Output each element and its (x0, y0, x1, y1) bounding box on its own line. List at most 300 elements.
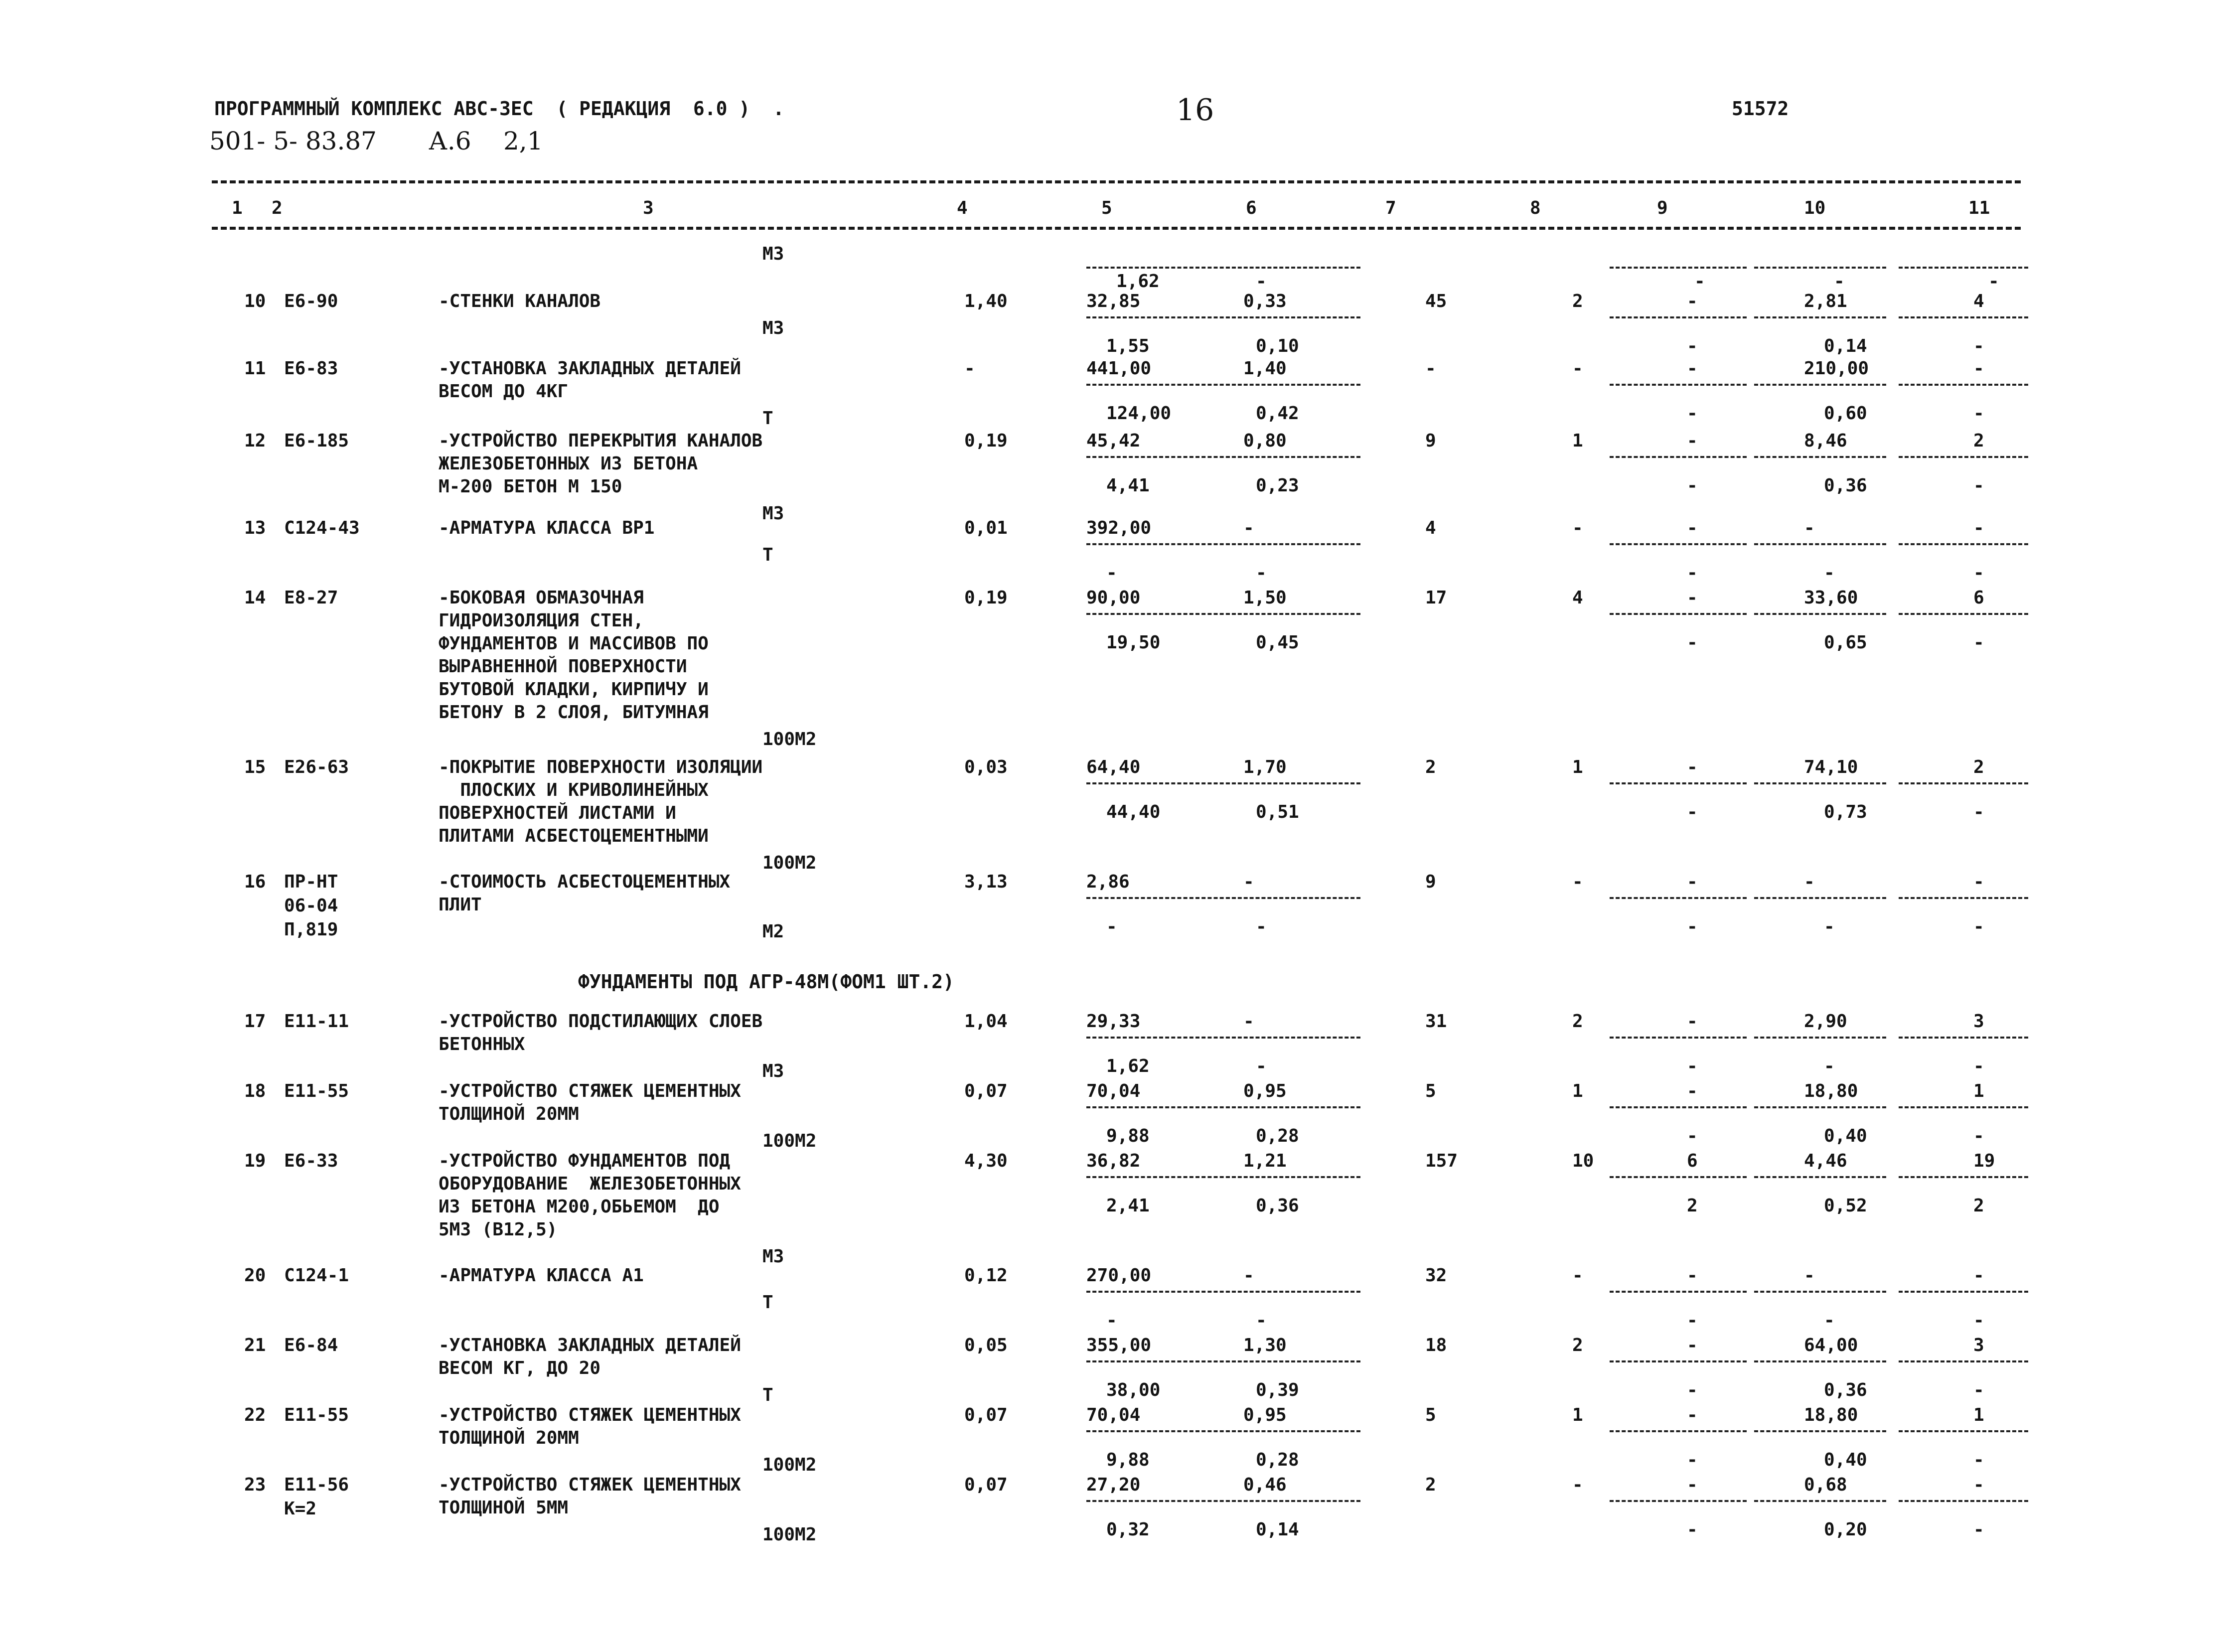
unit-price-sub: 2,41 (1106, 1196, 1150, 1216)
work-name-line: ВЕСОМ ДО 4КГ (439, 381, 569, 402)
unit-price-wages-sub: - (1256, 563, 1267, 583)
cost-col-11: 4 (1973, 291, 1984, 311)
cost-col-9-sub: - (1687, 1310, 1698, 1331)
total-cost: 9 (1425, 872, 1436, 892)
unit-price-wages-sub: 0,14 (1256, 1519, 1299, 1540)
unit-price-wages: 1,70 (1243, 757, 1287, 777)
total-cost: 32 (1425, 1265, 1447, 1286)
column-header-8: 8 (1530, 198, 1541, 218)
quantity: 0,12 (964, 1265, 1008, 1286)
unit-price-sub: - (1106, 916, 1117, 937)
norm-code-line3: П,819 (284, 919, 338, 940)
unit-price-wages-sub: 0,36 (1256, 1196, 1299, 1216)
cost-col-11: - (1973, 872, 1984, 892)
cell-rule (1086, 613, 1236, 615)
unit-price-wages-sub: 0,45 (1256, 632, 1299, 653)
cell-rule (1899, 1037, 2028, 1039)
cost-col-9: - (1687, 431, 1698, 451)
cell-rule (1610, 613, 1747, 615)
column-header-6: 6 (1246, 198, 1257, 218)
cost-col-10: 18,80 (1804, 1405, 1858, 1425)
cell-rule (1086, 267, 1236, 269)
norm-code-line2: 06-04 (284, 896, 338, 916)
work-name-line: -УСТРОЙСТВО СТЯЖЕК ЦЕМЕНТНЫХ (439, 1081, 741, 1101)
work-name-line: ТОЛЩИНОЙ 20ММ (439, 1428, 579, 1448)
work-name-line: -СТОИМОСТЬ АСБЕСТОЦЕМЕНТНЫХ (439, 872, 731, 892)
total-cost: 157 (1425, 1151, 1458, 1171)
unit-price-sub: 9,88 (1106, 1450, 1150, 1470)
cost-col-10: - (1804, 518, 1815, 538)
unit-price-wages-sub: - (1256, 916, 1267, 937)
cost-col-9: - (1687, 291, 1698, 311)
row-number: 10 (244, 291, 266, 311)
cost-col-10-sub: 0,20 (1824, 1519, 1867, 1540)
cost-col-11-sub: - (1973, 336, 1984, 356)
total-cost: 5 (1425, 1405, 1436, 1425)
cost-col-11-sub: - (1973, 1126, 1984, 1146)
total-wages: - (1572, 1475, 1583, 1495)
cost-col-11-sub: - (1973, 563, 1984, 583)
cost-col-11: 1 (1973, 1081, 1984, 1101)
unit-price-wages: 0,33 (1243, 291, 1287, 311)
cell-rule (1086, 384, 1236, 386)
cost-col-10-sub: 0,65 (1824, 632, 1867, 653)
cost-col-10: - (1804, 872, 1815, 892)
cost-col-9-sub: 2 (1687, 1196, 1698, 1216)
unit-of-measure: 100М2 (762, 729, 817, 750)
row-number: 20 (244, 1265, 266, 1286)
unit-price-wages-sub: 0,42 (1256, 403, 1299, 424)
cost-col-11-sub: - (1973, 632, 1984, 653)
column-header-7: 7 (1385, 198, 1396, 218)
cell-rule (1754, 316, 1886, 318)
unit-price-sub: 1,55 (1106, 336, 1150, 356)
cost-col-11: - (1973, 1475, 1984, 1495)
unit-price: 29,33 (1086, 1011, 1141, 1032)
cell-rule (1899, 1106, 2028, 1108)
unit-price-sub: 38,00 (1106, 1380, 1161, 1400)
unit-price-sub: 4,41 (1106, 475, 1150, 496)
cost-col-10: 18,80 (1804, 1081, 1858, 1101)
quantity: 1,04 (964, 1011, 1008, 1032)
unit-of-measure: М3 (762, 1246, 784, 1267)
unit-of-measure: Т (762, 1292, 773, 1313)
cost-col-11: - (1973, 358, 1984, 379)
work-name-line: -ПОКРЫТИЕ ПОВЕРХНОСТИ ИЗОЛЯЦИИ (439, 757, 763, 777)
cell-rule (1899, 897, 2028, 899)
cost-col-11-sub: - (1973, 1310, 1984, 1331)
cell-rule (1899, 384, 2028, 386)
cost-col-9-sub: - (1687, 632, 1698, 653)
cell-rule (1086, 456, 1236, 458)
cost-col-10-sub: 0,73 (1824, 802, 1867, 822)
cell-rule (1086, 1291, 1236, 1293)
work-name-line: -УСТРОЙСТВО СТЯЖЕК ЦЕМЕНТНЫХ (439, 1405, 741, 1425)
total-cost: - (1425, 358, 1436, 379)
cost-col-11: 2 (1973, 431, 1984, 451)
row-number: 22 (244, 1405, 266, 1425)
total-wages: - (1572, 1265, 1583, 1286)
unit-of-measure: М3 (762, 318, 784, 338)
quantity: 0,05 (964, 1335, 1008, 1355)
norm-code: Е8-27 (284, 588, 338, 608)
total-wages: 2 (1572, 291, 1583, 311)
quantity: 0,03 (964, 757, 1008, 777)
quantity: 0,19 (964, 588, 1008, 608)
work-name-line: -АРМАТУРА КЛАССА ВР1 (439, 518, 655, 538)
program-header: ПРОГРАММНЫЙ КОМПЛЕКС АВС-3ЕС ( РЕДАКЦИЯ 6.0 ) . (214, 98, 784, 120)
cost-col-9: - (1687, 1081, 1698, 1101)
cost-col-10: 8,46 (1804, 431, 1847, 451)
cell-rule (1610, 384, 1747, 386)
row-number: 11 (244, 358, 266, 379)
unit-of-measure: 100М2 (762, 853, 817, 873)
norm-code: Е6-84 (284, 1335, 338, 1355)
unit-price-sub: - (1106, 1310, 1117, 1331)
cell-rule (1754, 897, 1886, 899)
work-name-line: -УСТРОЙСТВО ПЕРЕКРЫТИЯ КАНАЛОВ (439, 431, 763, 451)
work-name-line: ПОВЕРХНОСТЕЙ ЛИСТАМИ И (439, 803, 676, 823)
cost-col-10: 74,10 (1804, 757, 1858, 777)
work-name-line: -УСТРОЙСТВО ПОДСТИЛАЮЩИХ СЛОЕВ (439, 1011, 763, 1032)
unit-of-measure: М2 (762, 921, 784, 942)
work-name-line: ПЛОСКИХ И КРИВОЛИНЕЙНЫХ (439, 780, 709, 800)
row-number: 15 (244, 757, 266, 777)
cost-col-9-sub: - (1687, 336, 1698, 356)
cell-rule (1754, 613, 1886, 615)
unit-price-sub: 19,50 (1106, 632, 1161, 653)
cell-rule (1086, 897, 1236, 899)
unit-of-measure: Т (762, 545, 773, 565)
quantity: 0,07 (964, 1475, 1008, 1495)
cell-rule (1754, 1500, 1886, 1502)
cell-rule (1754, 1291, 1886, 1293)
cell-rule (1754, 1176, 1886, 1178)
cell-rule (1226, 1037, 1360, 1039)
quantity: 3,13 (964, 872, 1008, 892)
work-name-line: -БОКОВАЯ ОБМАЗОЧНАЯ (439, 588, 644, 608)
unit-price: 45,42 (1086, 431, 1141, 451)
cell-rule (1610, 782, 1747, 784)
cell-rule (1610, 316, 1747, 318)
cost-col-9: - (1687, 757, 1698, 777)
quantity: 0,01 (964, 518, 1008, 538)
quantity: 0,07 (964, 1405, 1008, 1425)
unit-of-measure: Т (762, 1385, 773, 1405)
work-name-line: ЖЕЛЕЗОБЕТОННЫХ ИЗ БЕТОНА (439, 453, 698, 474)
cell-rule (1610, 1106, 1747, 1108)
total-cost: 31 (1425, 1011, 1447, 1032)
cost-col-10: 2,81 (1804, 291, 1847, 311)
cell-rule (1754, 1106, 1886, 1108)
unit-price-sub: 0,32 (1106, 1519, 1150, 1540)
row-number: 12 (244, 431, 266, 451)
quantity: 4,30 (964, 1151, 1008, 1171)
cost-col-11: 3 (1973, 1335, 1984, 1355)
norm-code: ПР-НТ (284, 872, 338, 892)
cell-rule (1899, 1430, 2028, 1432)
unit-price-wages: - (1243, 1265, 1254, 1286)
cost-col-9: - (1687, 358, 1698, 379)
cost-col-10: 0,68 (1804, 1475, 1847, 1495)
norm-code: Е26-63 (284, 757, 349, 777)
unit-price-wages: 0,95 (1243, 1081, 1287, 1101)
sheet-code: 2,1 (503, 127, 543, 155)
total-wages: 2 (1572, 1011, 1583, 1032)
cell-rule (1226, 1291, 1360, 1293)
cost-col-10-sub: 0,36 (1824, 1380, 1867, 1400)
work-name-line: ПЛИТАМИ АСБЕСТОЦЕМЕНТНЫМИ (439, 826, 709, 846)
work-name-line: -УСТАНОВКА ЗАКЛАДНЫХ ДЕТАЛЕЙ (439, 358, 741, 379)
cell-rule (1086, 1430, 1236, 1432)
unit-price-wages: - (1243, 872, 1254, 892)
unit-price-sub: 1,62 (1106, 1056, 1150, 1076)
cost-col-9: 6 (1687, 1151, 1698, 1171)
column-header-4: 4 (957, 198, 968, 218)
total-wages: - (1572, 872, 1583, 892)
cell-rule (1754, 267, 1886, 269)
cost-col-10-sub: 0,14 (1824, 336, 1867, 356)
series-code: 501- 5- 83.87 (209, 127, 377, 155)
work-name-line: БЕТОННЫХ (439, 1034, 525, 1054)
unit-price-wages: - (1243, 1011, 1254, 1032)
cell-rule (1899, 1500, 2028, 1502)
cell-rule (1226, 1106, 1360, 1108)
cell-rule (1754, 456, 1886, 458)
total-cost: 17 (1425, 588, 1447, 608)
quantity: 0,19 (964, 431, 1008, 451)
total-cost: 5 (1425, 1081, 1436, 1101)
cell-rule (1899, 1176, 2028, 1178)
row-number: 16 (244, 872, 266, 892)
work-name-line: ИЗ БЕТОНА М200,ОБЬЕМОМ ДО (439, 1197, 720, 1217)
cost-col-9: - (1687, 1335, 1698, 1355)
cost-col-9-sub: - (1687, 403, 1698, 424)
column-header-3: 3 (643, 198, 654, 218)
cell-rule (1226, 1430, 1360, 1432)
work-name-line: ТОЛЩИНОЙ 5ММ (439, 1498, 569, 1518)
total-cost: 9 (1425, 431, 1436, 451)
cost-col-11: 6 (1973, 588, 1984, 608)
unit-price-wages-sub: 0,39 (1256, 1380, 1299, 1400)
header-rule-top (212, 180, 2021, 183)
work-name-line: М-200 БЕТОН М 150 (439, 476, 622, 497)
quantity: 1,40 (964, 291, 1008, 311)
work-name-line: БЕТОНУ В 2 СЛОЯ, БИТУМНАЯ (439, 702, 709, 723)
cost-col-9-sub: - (1687, 1056, 1698, 1076)
cost-col-10-sub: 0,52 (1824, 1196, 1867, 1216)
cell-rule (1899, 613, 2028, 615)
norm-code: С124-43 (284, 518, 360, 538)
total-wages: 1 (1572, 1081, 1583, 1101)
cell-rule (1226, 1176, 1360, 1178)
cost-col-9-sub: - (1687, 475, 1698, 496)
row-number: 19 (244, 1151, 266, 1171)
cost-col-9: - (1687, 1405, 1698, 1425)
cell-rule (1086, 1360, 1236, 1362)
cost-col-9: - (1687, 872, 1698, 892)
cost-col-10-sub: 0,40 (1824, 1126, 1867, 1146)
work-name-line: -УСТРОЙСТВО ФУНДАМЕНТОВ ПОД (439, 1151, 731, 1171)
norm-code: Е11-55 (284, 1081, 349, 1101)
cost-col-10-sub: 0,40 (1824, 1450, 1867, 1470)
cell-rule (1610, 1500, 1747, 1502)
cost-col-11: 1 (1973, 1405, 1984, 1425)
row-number: 23 (244, 1475, 266, 1495)
quantity: - (964, 358, 975, 379)
unit-of-measure: М3 (762, 244, 784, 264)
row-number: 13 (244, 518, 266, 538)
cost-col-11: - (1988, 271, 1999, 292)
cost-col-10-sub: - (1824, 1310, 1835, 1331)
unit-price-wages: - (1243, 518, 1254, 538)
cell-rule (1754, 1037, 1886, 1039)
cost-col-11-sub: - (1973, 1056, 1984, 1076)
unit-price-wages-sub: 0,10 (1256, 336, 1299, 356)
cell-rule (1899, 267, 2028, 269)
cell-rule (1226, 316, 1360, 318)
cost-col-11: 19 (1973, 1151, 1995, 1171)
cell-rule (1226, 1500, 1360, 1502)
cost-col-9: - (1687, 1011, 1698, 1032)
cost-col-11-sub: - (1973, 1519, 1984, 1540)
column-header-10: 10 (1804, 198, 1826, 218)
unit-price-sub: 124,00 (1106, 403, 1172, 424)
unit-price-wages-sub: 0,28 (1256, 1450, 1299, 1470)
unit-price: 441,00 (1086, 358, 1152, 379)
unit-price-wages: 0,95 (1243, 1405, 1287, 1425)
column-header-11: 11 (1968, 198, 1990, 218)
work-name-line: 5М3 (В12,5) (439, 1219, 558, 1240)
cell-rule (1086, 782, 1236, 784)
total-wages: 1 (1572, 1405, 1583, 1425)
cell-rule (1086, 543, 1236, 545)
unit-price: 70,04 (1086, 1405, 1141, 1425)
cell-rule (1226, 613, 1360, 615)
row-number: 14 (244, 588, 266, 608)
unit-of-measure: 100М2 (762, 1131, 817, 1151)
unit-price-sub: - (1106, 563, 1117, 583)
quantity: 0,07 (964, 1081, 1008, 1101)
work-name-line: ТОЛЩИНОЙ 20ММ (439, 1104, 579, 1124)
cost-col-10: 210,00 (1804, 358, 1869, 379)
cell-rule (1610, 456, 1747, 458)
cost-col-9: - (1687, 518, 1698, 538)
unit-of-measure: 100М2 (762, 1455, 817, 1475)
cost-col-11: - (1973, 518, 1984, 538)
cost-col-11-sub: - (1973, 802, 1984, 822)
unit-price-wages-sub: 0,23 (1256, 475, 1299, 496)
cell-rule (1086, 1176, 1236, 1178)
cost-col-9-sub: - (1687, 1380, 1698, 1400)
total-cost: 2 (1425, 757, 1436, 777)
total-wages: 2 (1572, 1335, 1583, 1355)
total-cost: 45 (1425, 291, 1447, 311)
total-wages: 4 (1572, 588, 1583, 608)
work-name-line: ФУНДАМЕНТОВ И МАССИВОВ ПО (439, 633, 709, 654)
total-wages: 1 (1572, 757, 1583, 777)
unit-of-measure: М3 (762, 503, 784, 524)
cost-col-10: 4,46 (1804, 1151, 1847, 1171)
cell-rule (1754, 782, 1886, 784)
total-wages: - (1572, 518, 1583, 538)
document-number: 51572 (1732, 98, 1789, 120)
cost-col-10-sub: - (1824, 916, 1835, 937)
cost-col-10-sub: - (1824, 563, 1835, 583)
column-header-2: 2 (272, 198, 283, 218)
cell-rule (1610, 1430, 1747, 1432)
cost-col-11-sub: - (1973, 1380, 1984, 1400)
work-name-line: -АРМАТУРА КЛАССА А1 (439, 1265, 644, 1286)
cost-col-11-sub: 2 (1973, 1196, 1984, 1216)
norm-code: С124-1 (284, 1265, 349, 1286)
cost-col-9-sub: - (1687, 1126, 1698, 1146)
total-wages: - (1572, 358, 1583, 379)
total-cost: 2 (1425, 1475, 1436, 1495)
cell-rule (1610, 543, 1747, 545)
unit-of-measure: М3 (762, 1061, 784, 1081)
row-number: 17 (244, 1011, 266, 1032)
cost-col-9: - (1687, 588, 1698, 608)
cost-col-9: - (1687, 1265, 1698, 1286)
work-name-line: БУТОВОЙ КЛАДКИ, КИРПИЧУ И (439, 679, 709, 700)
cell-rule (1899, 543, 2028, 545)
cell-rule (1899, 316, 2028, 318)
unit-price: 90,00 (1086, 588, 1141, 608)
cell-rule (1086, 1500, 1236, 1502)
norm-code: Е6-90 (284, 291, 338, 311)
unit-price-wages: 1,40 (1243, 358, 1287, 379)
cost-col-11: 2 (1973, 757, 1984, 777)
cell-rule (1754, 1360, 1886, 1362)
unit-of-measure: Т (762, 408, 773, 429)
unit-price: 270,00 (1086, 1265, 1152, 1286)
unit-price: 27,20 (1086, 1475, 1141, 1495)
unit-price: 32,85 (1086, 291, 1141, 311)
cell-rule (1610, 1176, 1747, 1178)
cell-rule (1226, 267, 1360, 269)
cell-rule (1610, 267, 1747, 269)
cost-col-10-sub: - (1824, 1056, 1835, 1076)
cost-col-10-sub: 0,36 (1824, 475, 1867, 496)
cost-col-11: 3 (1973, 1011, 1984, 1032)
cost-col-9: - (1687, 1475, 1698, 1495)
cell-rule (1899, 782, 2028, 784)
unit-cost-machine: - (1256, 271, 1267, 292)
total-cost: 4 (1425, 518, 1436, 538)
norm-code: Е11-11 (284, 1011, 349, 1032)
row-number: 21 (244, 1335, 266, 1355)
page-number: 16 (1176, 93, 1214, 128)
unit-cost-labor: 1,62 (1116, 271, 1160, 292)
cost-col-9-sub: - (1687, 563, 1698, 583)
album-code: А.6 (429, 127, 471, 155)
cell-rule (1226, 1360, 1360, 1362)
cost-col-11-sub: - (1973, 475, 1984, 496)
unit-price-sub: 44,40 (1106, 802, 1161, 822)
unit-price-wages: 0,80 (1243, 431, 1287, 451)
cost-col-10: - (1804, 1265, 1815, 1286)
work-name-line: -СТЕНКИ КАНАЛОВ (439, 291, 601, 311)
unit-price-wages-sub: 0,28 (1256, 1126, 1299, 1146)
total-wages: 10 (1572, 1151, 1594, 1171)
cell-rule (1610, 897, 1747, 899)
norm-code: Е11-56 (284, 1475, 349, 1495)
cell-rule (1899, 456, 2028, 458)
unit-price: 392,00 (1086, 518, 1152, 538)
cell-rule (1610, 1360, 1747, 1362)
norm-code-line2: К=2 (284, 1499, 317, 1519)
